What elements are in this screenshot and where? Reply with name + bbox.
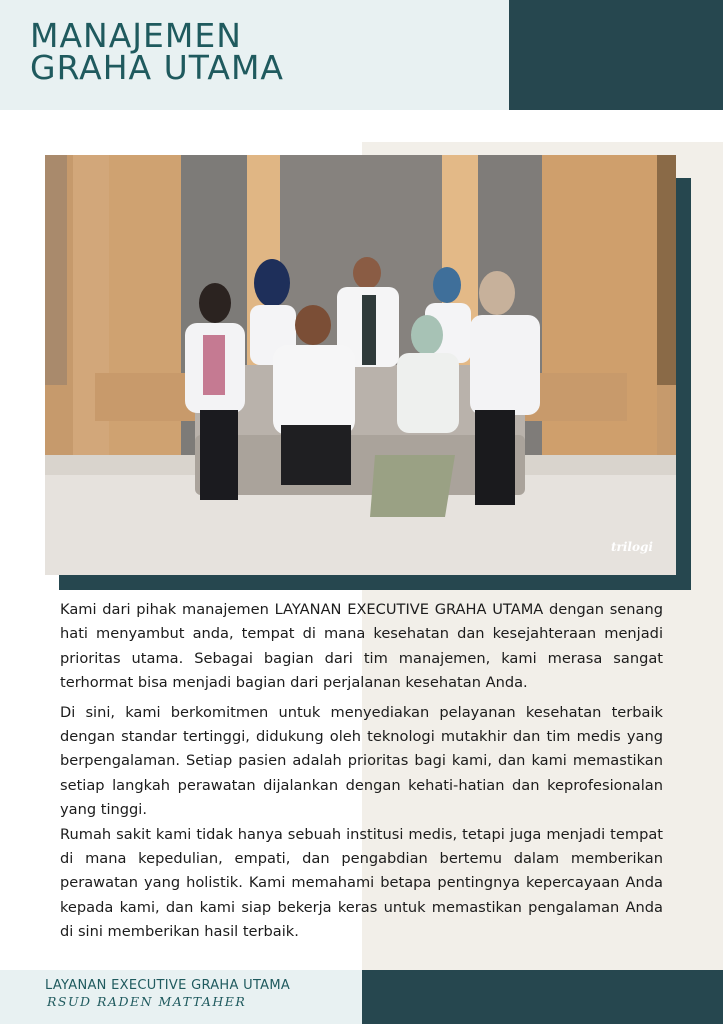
footer-hospital-name: RSUD RADEN MATTAHER [47,994,247,1009]
page-title-line-1: MANAJEMEN [30,16,242,55]
body-paragraph-1: Kami dari pihak manajemen LAYANAN EXECUTIVE GRAHA UTAMA dengan senang hati menyambut anda, tempat di mana kesehatan dan kesejahteraan menjadi prioritas utama. Sebagai bagian dari tim manajemen, kami merasa sangat terhormat bisa menjadi bagian dari perjalanan kesehatan Anda. [60,601,663,692]
photo-watermark: trilogi [611,540,653,554]
footer-service-name: LAYANAN EXECUTIVE GRAHA UTAMA [45,978,291,993]
body-paragraph-3: Rumah sakit kami tidak hanya sebuah institusi medis, tetapi juga menjadi tempat di mana kepedulian, empati, dan pengabdian bertemu dalam memberikan perawatan yang holistik. Kami memahami betapa pentingnya kepercayaan Anda kepada kami, dan kami siap bekerja keras untuk memastikan pengalaman Anda di sini memberikan hasil terbaik. [60,825,663,941]
page-title [30,16,284,87]
footer-dark-panel [362,970,723,1024]
team-photo [45,155,676,575]
page-title-line-2: GRAHA UTAMA [30,48,284,87]
body-paragraph-2: Di sini, kami berkomitmen untuk menyediakan pelayanan kesehatan terbaik dengan standar tertinggi, didukung oleh teknologi mutakhir dan tim medis yang berpengalaman. Setiap pasien adalah prioritas bagi kami, dan kami memastikan setiap langkah perawatan dijalankan dengan kehati-hatian dan keprofesionalan yang tinggi. [60,703,663,819]
body-text [60,598,663,950]
header-dark-panel [509,0,723,110]
